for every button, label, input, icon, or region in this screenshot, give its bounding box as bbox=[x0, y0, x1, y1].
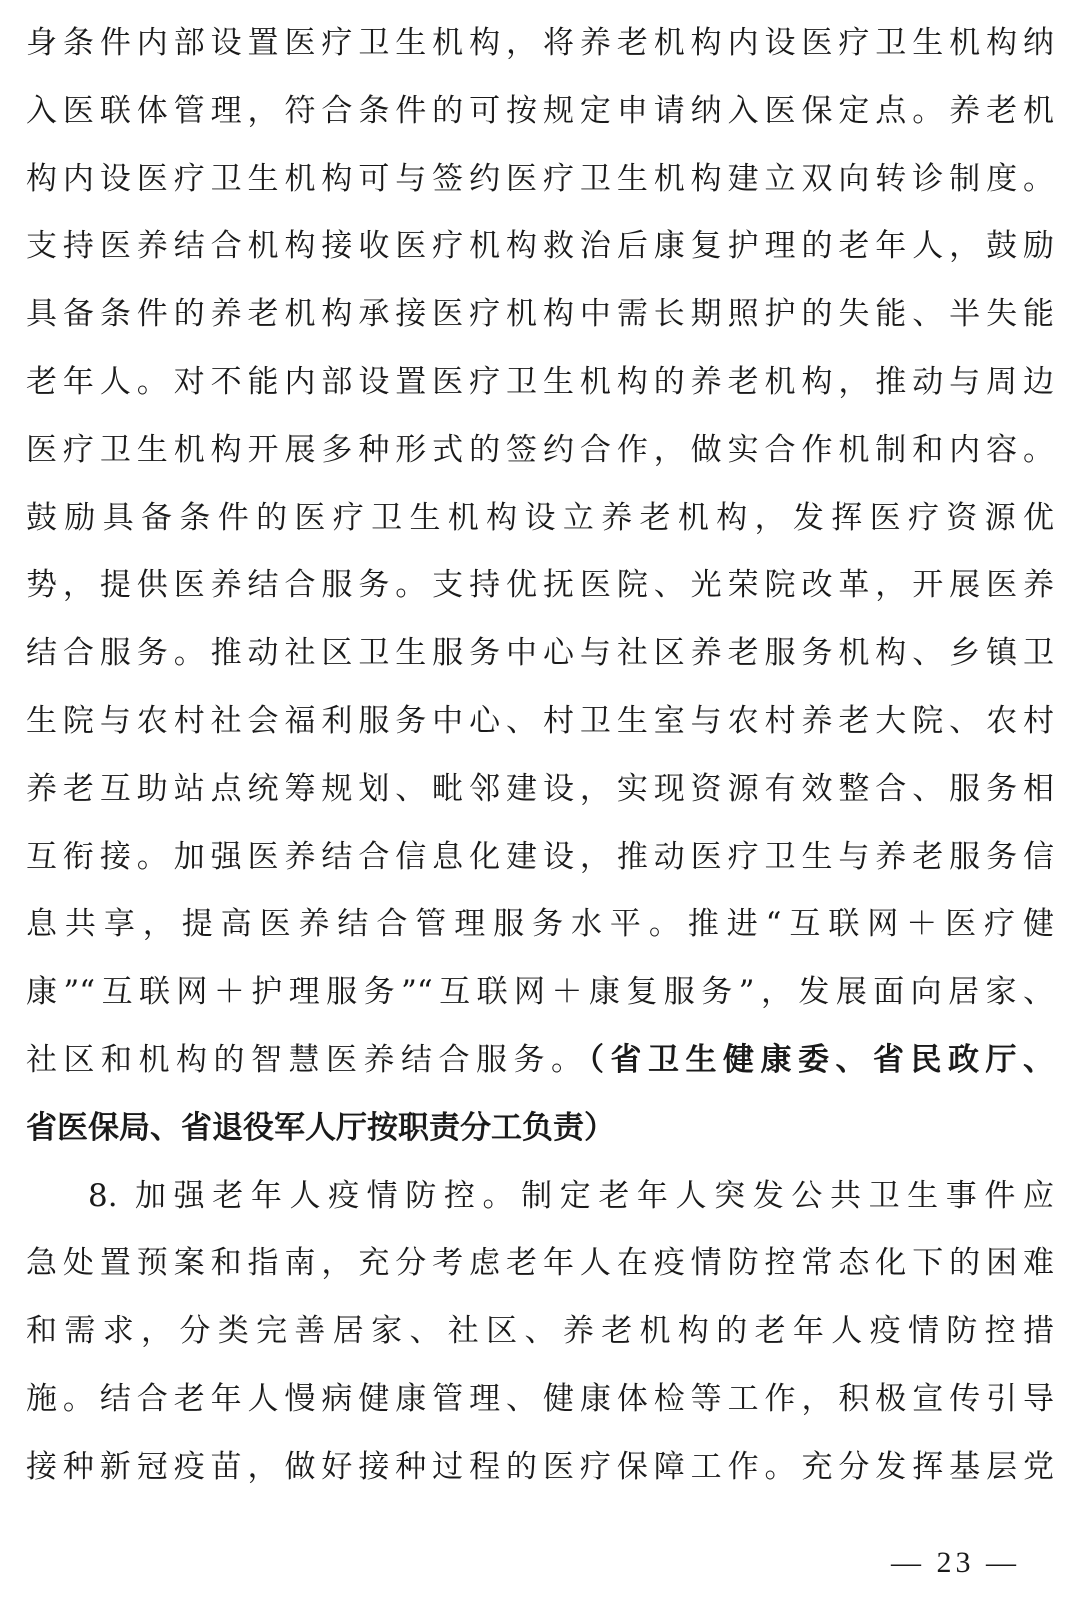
text-line: 养老互助站点统筹规划、毗邻建设，实现资源有效整合、服务相 bbox=[26, 770, 1054, 807]
text-line bbox=[26, 1027, 1054, 1095]
text-line: 鼓励具备条件的医疗卫生机构设立养老机构，发挥医疗资源优 bbox=[26, 499, 1054, 536]
text-line: 身条件内部设置医疗卫生机构，将养老机构内设医疗卫生机构纳 bbox=[26, 25, 1054, 61]
paragraph-1 bbox=[26, 10, 1054, 1163]
text-line: 老年人。对不能内部设置医疗卫生机构的养老机构，推动与周边 bbox=[26, 363, 1054, 400]
text-line: 急处置预案和指南，充分考虑老年人在疫情防控常态化下的困难 bbox=[26, 1245, 1054, 1282]
text-line: 支持医养结合机构接收医疗机构救治后康复护理的老年人，鼓励 bbox=[26, 228, 1054, 265]
text-line: 和需求，分类完善居家、社区、养老机构的老年人疫情防控措 bbox=[26, 1313, 1054, 1350]
text-line: 互衔接。加强医养结合信息化建设，推动医疗卫生与养老服务信 bbox=[26, 838, 1054, 875]
text-line: 息共享，提高医养结合管理服务水平。推进“互联网＋医疗健 bbox=[26, 906, 1054, 943]
text-line: 构内设医疗卫生机构可与签约医疗卫生机构建立双向转诊制度。 bbox=[26, 160, 1054, 197]
text-line: 接种新冠疫苗，做好接种过程的医疗保障工作。充分发挥基层党 bbox=[26, 1448, 1054, 1485]
responsibility-note: （省卫生健康委、省民政厅、 bbox=[588, 1041, 1054, 1078]
page-footer bbox=[0, 1538, 1080, 1588]
text-line: 势，提供医养结合服务。支持优抚医院、光荣院改革，开展医养 bbox=[26, 567, 1054, 604]
document-body bbox=[26, 10, 1054, 1502]
text-line: 具备条件的养老机构承接医疗机构中需长期照护的失能、半失能 bbox=[26, 296, 1054, 333]
text-line: 入医联体管理，符合条件的可按规定申请纳入医保定点。养老机 bbox=[26, 92, 1054, 129]
text-line: 生院与农村社会福利服务中心、村卫生室与农村养老大院、农村 bbox=[26, 702, 1054, 739]
text-line: 结合服务。推动社区卫生服务中心与社区养老服务机构、乡镇卫 bbox=[26, 635, 1054, 672]
text-plain: 社区和机构的智慧医养结合服务。 bbox=[26, 1041, 589, 1078]
section-heading-line: 8. 加强老年人疫情防控。制定老年人突发公共卫生事件应 bbox=[88, 1177, 1054, 1214]
text-line: 康”“互联网＋护理服务”“互联网＋康复服务”，发展面向居家、 bbox=[26, 974, 1054, 1011]
responsibility-note-end: 省医保局、省退役军人厅按职责分工负责） bbox=[26, 1109, 615, 1146]
paragraph-2 bbox=[26, 1163, 1054, 1502]
text-line: 施。结合老年人慢病健康管理、健康体检等工作，积极宣传引导 bbox=[26, 1380, 1054, 1417]
text-line: 医疗卫生机构开展多种形式的签约合作，做实合作机制和内容。 bbox=[26, 431, 1054, 468]
page-number: — 23 — bbox=[891, 1546, 1020, 1579]
